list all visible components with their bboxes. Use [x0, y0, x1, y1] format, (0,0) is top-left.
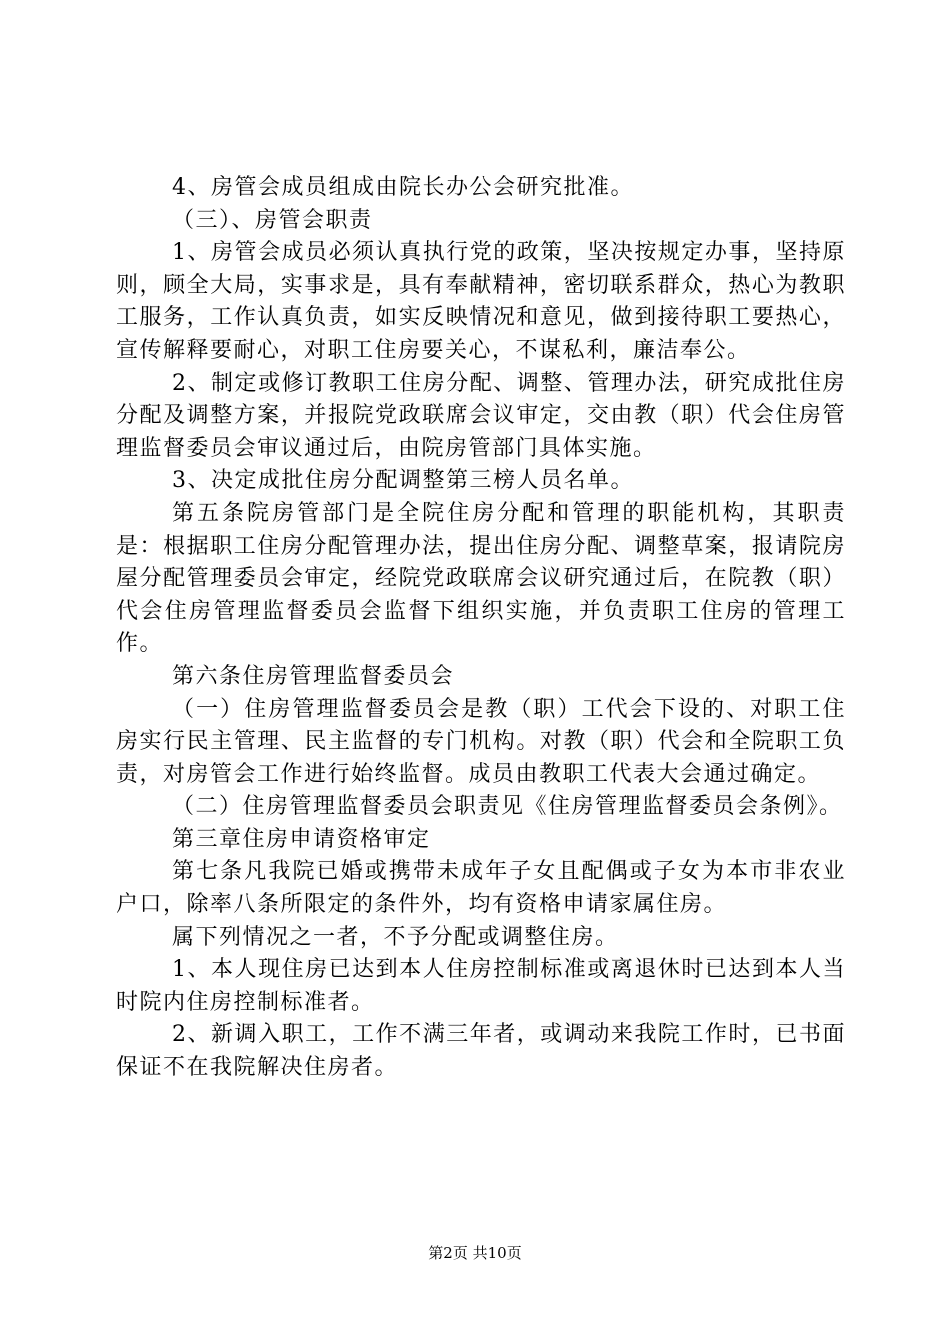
paragraph: 属下列情况之一者，不予分配或调整住房。	[172, 924, 619, 950]
section-heading: 第六条住房管理监督委员会	[172, 663, 455, 689]
document-body	[116, 172, 846, 1085]
paragraph: 4、房管会成员组成由院长办公会研究批准。	[172, 175, 634, 200]
paragraph: 3、决定成批住房分配调整第三榜人员名单。	[172, 468, 634, 494]
paragraph: 2、新调入职工，工作不满三年者，或调动来我院工作时，已书面保证不在我院解决住房者。	[116, 1022, 846, 1081]
paragraph: 第七条凡我院已婚或携带未成年子女且配偶或子女为本市非农业户口，除率八条所限定的条件外，均有资格申请家属住房。	[116, 859, 846, 918]
paragraph: 2、制定或修订教职工住房分配、调整、管理办法，研究成批住房分配及调整方案，并报院党政联席会议审定，交由教（职）代会住房管理监督委员会审议通过后，由院房管部门具体实施。	[116, 370, 846, 461]
paragraph: 1、本人现住房已达到本人住房控制标准或离退休时已达到本人当时院内住房控制标准者。	[116, 957, 846, 1015]
paragraph: （二）住房管理监督委员会职责见《住房管理监督委员会条例》。	[172, 794, 843, 820]
chapter-heading: 第三章住房申请资格审定	[172, 826, 431, 852]
section-heading: （三）、房管会职责	[172, 207, 373, 233]
paragraph: 第五条院房管部门是全院住房分配和管理的职能机构，其职责是：根据职工住房分配管理办法，提出住房分配、调整草案，报请院房屋分配管理委员会审定，经院党政联席会议研究通过后，在院教（职）代会住房管理监督委员会监督下组织实施，并负责职工住房的管理工作。	[116, 500, 846, 657]
paragraph: 1、房管会成员必须认真执行党的政策，坚决按规定办事，坚持原则，顾全大局，实事求是，具有奉献精神，密切联系群众，热心为教职工服务，工作认真负责，如实反映情况和意见，做到接待职工要热心，宣传解释要耐心，对职工住房要关心，不谋私利，廉洁奉公。	[116, 240, 846, 363]
paragraph: （一）住房管理监督委员会是教（职）工代会下设的、对职工住房实行民主管理、民主监督的专门机构。对教（职）代会和全院职工负责，对房管会工作进行始终监督。成员由教职工代表大会通过确定。	[116, 696, 846, 787]
page-number-footer: 第2页 共10页	[428, 1244, 522, 1262]
